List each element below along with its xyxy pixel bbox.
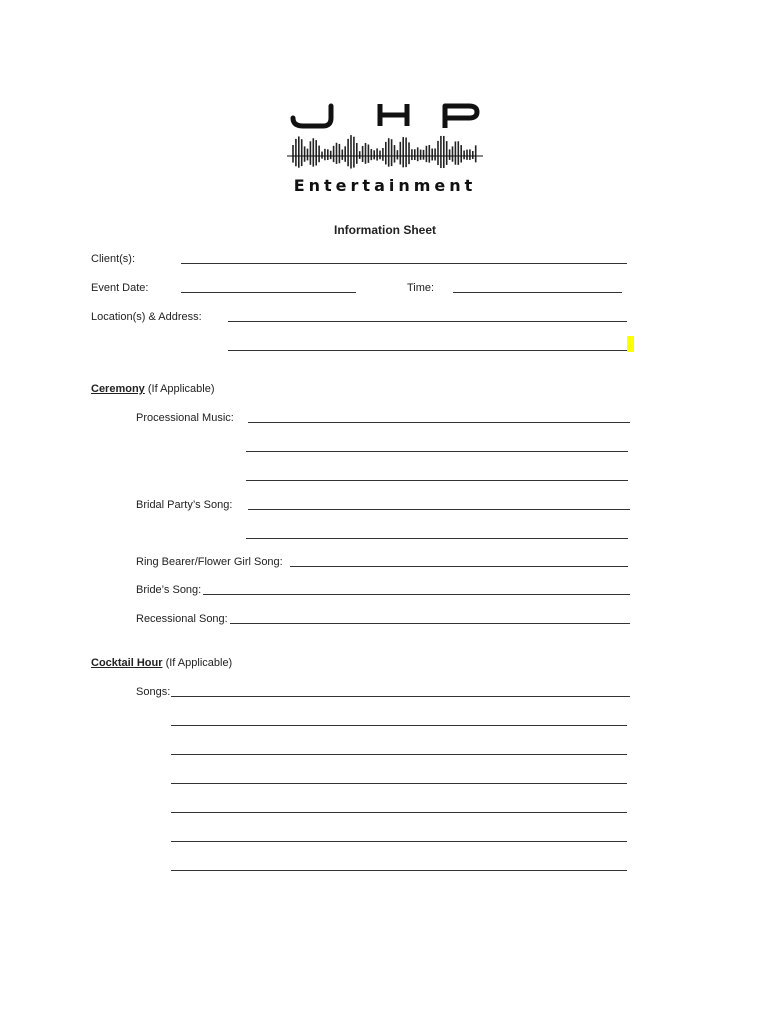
cocktail-heading bbox=[91, 657, 232, 669]
brides-song-field[interactable] bbox=[203, 594, 630, 595]
time-field[interactable] bbox=[453, 292, 622, 293]
cocktail-title: Cocktail Hour bbox=[91, 657, 163, 669]
processional-field-2[interactable] bbox=[246, 451, 628, 452]
recessional-field[interactable] bbox=[230, 623, 630, 624]
songs-field-6[interactable] bbox=[171, 841, 627, 842]
time-label: Time: bbox=[407, 282, 435, 294]
songs-field-5[interactable] bbox=[171, 812, 627, 813]
songs-field-1[interactable] bbox=[171, 696, 630, 697]
client-label: Client(s): bbox=[91, 253, 136, 265]
recessional-label: Recessional Song: bbox=[136, 613, 228, 625]
processional-field-3[interactable] bbox=[246, 480, 628, 481]
songs-label: Songs: bbox=[136, 686, 171, 698]
logo-wordmark: Entertainment bbox=[293, 176, 477, 195]
ring-bearer-label: Ring Bearer/Flower Girl Song: bbox=[136, 556, 283, 568]
cocktail-note: (If Applicable) bbox=[165, 657, 233, 669]
songs-field-7[interactable] bbox=[171, 870, 627, 871]
jhp-logo-mark bbox=[285, 98, 485, 173]
page-title: Information Sheet bbox=[333, 223, 436, 237]
text-cursor-highlight bbox=[627, 336, 634, 352]
songs-field-3[interactable] bbox=[171, 754, 627, 755]
event-date-field[interactable] bbox=[181, 292, 356, 293]
bridal-party-field-1[interactable] bbox=[248, 509, 630, 510]
processional-field-1[interactable] bbox=[248, 422, 630, 423]
client-field[interactable] bbox=[181, 263, 627, 264]
ceremony-note: (If Applicable) bbox=[147, 383, 215, 395]
bridal-party-label: Bridal Party’s Song: bbox=[136, 499, 233, 511]
location-field-2[interactable] bbox=[228, 350, 627, 351]
bridal-party-field-2[interactable] bbox=[246, 538, 628, 539]
jhp-entertainment-logo bbox=[285, 98, 485, 198]
event-date-label: Event Date: bbox=[91, 282, 149, 294]
songs-field-4[interactable] bbox=[171, 783, 627, 784]
ceremony-heading bbox=[91, 383, 215, 395]
ring-bearer-field[interactable] bbox=[290, 566, 628, 567]
processional-label: Processional Music: bbox=[136, 412, 234, 424]
songs-field-2[interactable] bbox=[171, 725, 627, 726]
brides-song-label: Bride’s Song: bbox=[136, 584, 202, 596]
location-label: Location(s) & Address: bbox=[91, 311, 202, 323]
location-field-1[interactable] bbox=[228, 321, 627, 322]
ceremony-title: Ceremony bbox=[91, 383, 145, 395]
